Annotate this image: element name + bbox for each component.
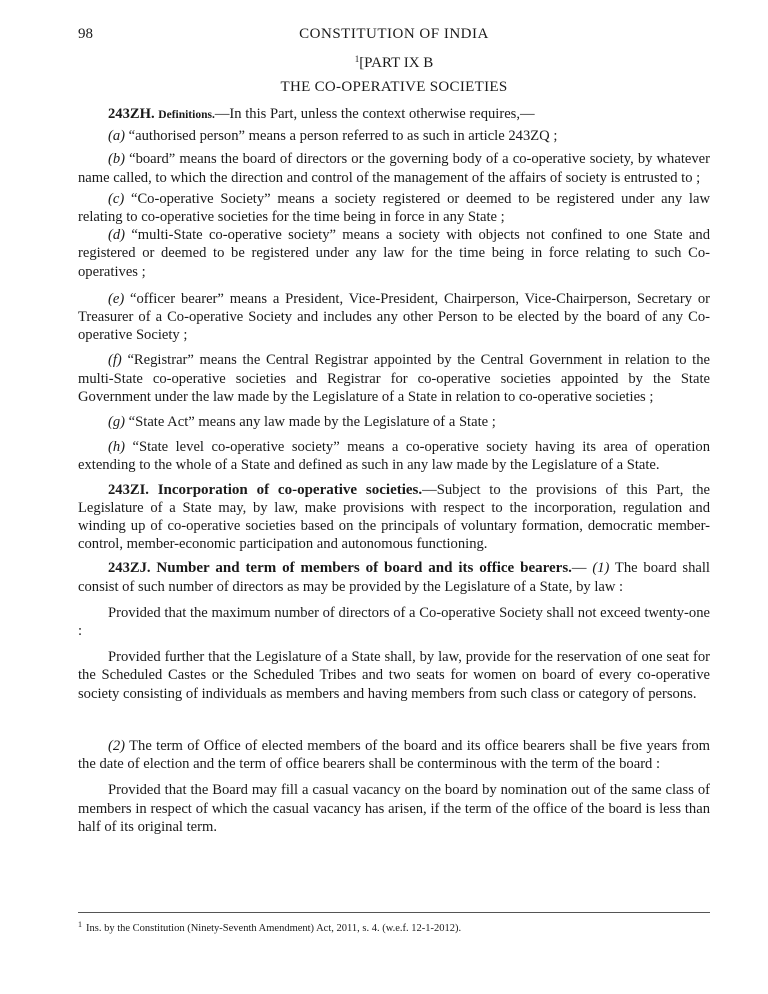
proviso-2: Provided further that the Legislature of a State shall, by law, provide for the reservation of one seat for the Scheduled Castes or the Scheduled Tribes and two seats for women on board of every co-operative society consisting of individuals as members and having members from such class or category of persons.	[78, 649, 710, 702]
section-243ZI: 243ZI. Incorporation of co-operative societies.—Subject to the provisions of this Part, the Legislature of a State may, by law, make provisions with respect to the incorporation, regulation and winding up of co-operative societies based on the principals of voluntary formation, democratic member-control, member-economic participation and autonomous functioning.	[78, 481, 710, 553]
footnote-marker[interactable]: 1	[354, 54, 360, 64]
part-title: THE CO-OPERATIVE SOCIETIES	[280, 79, 508, 95]
clause-f: (f) “Registrar” means the Central Registrar appointed by the Central Government in relation to the multi-State co-operative societies and Registrar for co-operative societies appointed by the State Government under the law made by the Legislature of a State in relation to co-operative societies ;	[78, 352, 710, 405]
clause-g: (g) “State Act” means any law made by the Legislature of a State ;	[108, 414, 496, 431]
page-header	[78, 26, 710, 50]
section-243ZJ: 243ZJ. Number and term of members of board and its office bearers.— (1) The board shall consist of such number of directors as may be provided by the Legislature of a State, by law :	[78, 560, 710, 595]
section-243ZH: 243ZH. Definitions.—In this Part, unless the context otherwise requires,—	[108, 106, 535, 122]
footnote-divider	[78, 912, 710, 913]
clause-b: (b) “board” means the board of directors or the governing body of a co-operative society, by whatever name called, to which the direction and control of the management of the affairs of society is entrusted to ;	[78, 151, 710, 186]
clause-h: (h) “State level co-operative society” means a co-operative society having its area of operation extending to the whole of a State and defined as such in any law made by the Legislature of a State.	[78, 439, 710, 474]
clause-2: (2) The term of Office of elected members of the board and its office bearers shall be five years from the date of election and the term of office bearers shall be conterminous with the term of the board :	[78, 737, 710, 773]
part-label: $^1$[PART IX B	[354, 54, 434, 71]
clause-d: (d) “multi-State co-operative society” means a society with objects not confined to one State and registered or deemed to be registered under any law for the time being in force relating to such Co-operatives ;	[78, 227, 710, 280]
footnote-text: Ins. by the Constitution (Ninety-Seventh Amendment) Act, 2011, s. 4. (w.e.f. 12-1-2012).	[86, 923, 462, 934]
proviso-1: Provided that the maximum number of directors of a Co-operative Society shall not exceed twenty-one :	[78, 604, 710, 640]
footnote-number: 1	[78, 920, 82, 929]
clause-c: (c) “Co-operative Society” means a society registered or deemed to be registered under any law relating to co-operative societies for the time being in force in any State ;	[78, 190, 710, 226]
page-content	[78, 26, 710, 836]
footnote	[78, 918, 710, 935]
clause-e: (e) “officer bearer” means a President, Vice-President, Chairperson, Vice-Chairperson, Secretary or Treasurer of a Co-operative Society and includes any other Person to be elected by the board of any Co-operative Society ;	[78, 290, 710, 344]
clause-a: (a) “authorised person” means a person referred to as such in article 243ZQ ;	[108, 128, 558, 145]
running-title: CONSTITUTION OF INDIA	[299, 26, 489, 42]
proviso-3: Provided that the Board may fill a casual vacancy on the board by nomination out of the same class of members in respect of which the casual vacancy has arisen, if the term of the office of the board is less than half of its original term.	[78, 782, 710, 835]
page-number: 98	[78, 26, 93, 42]
